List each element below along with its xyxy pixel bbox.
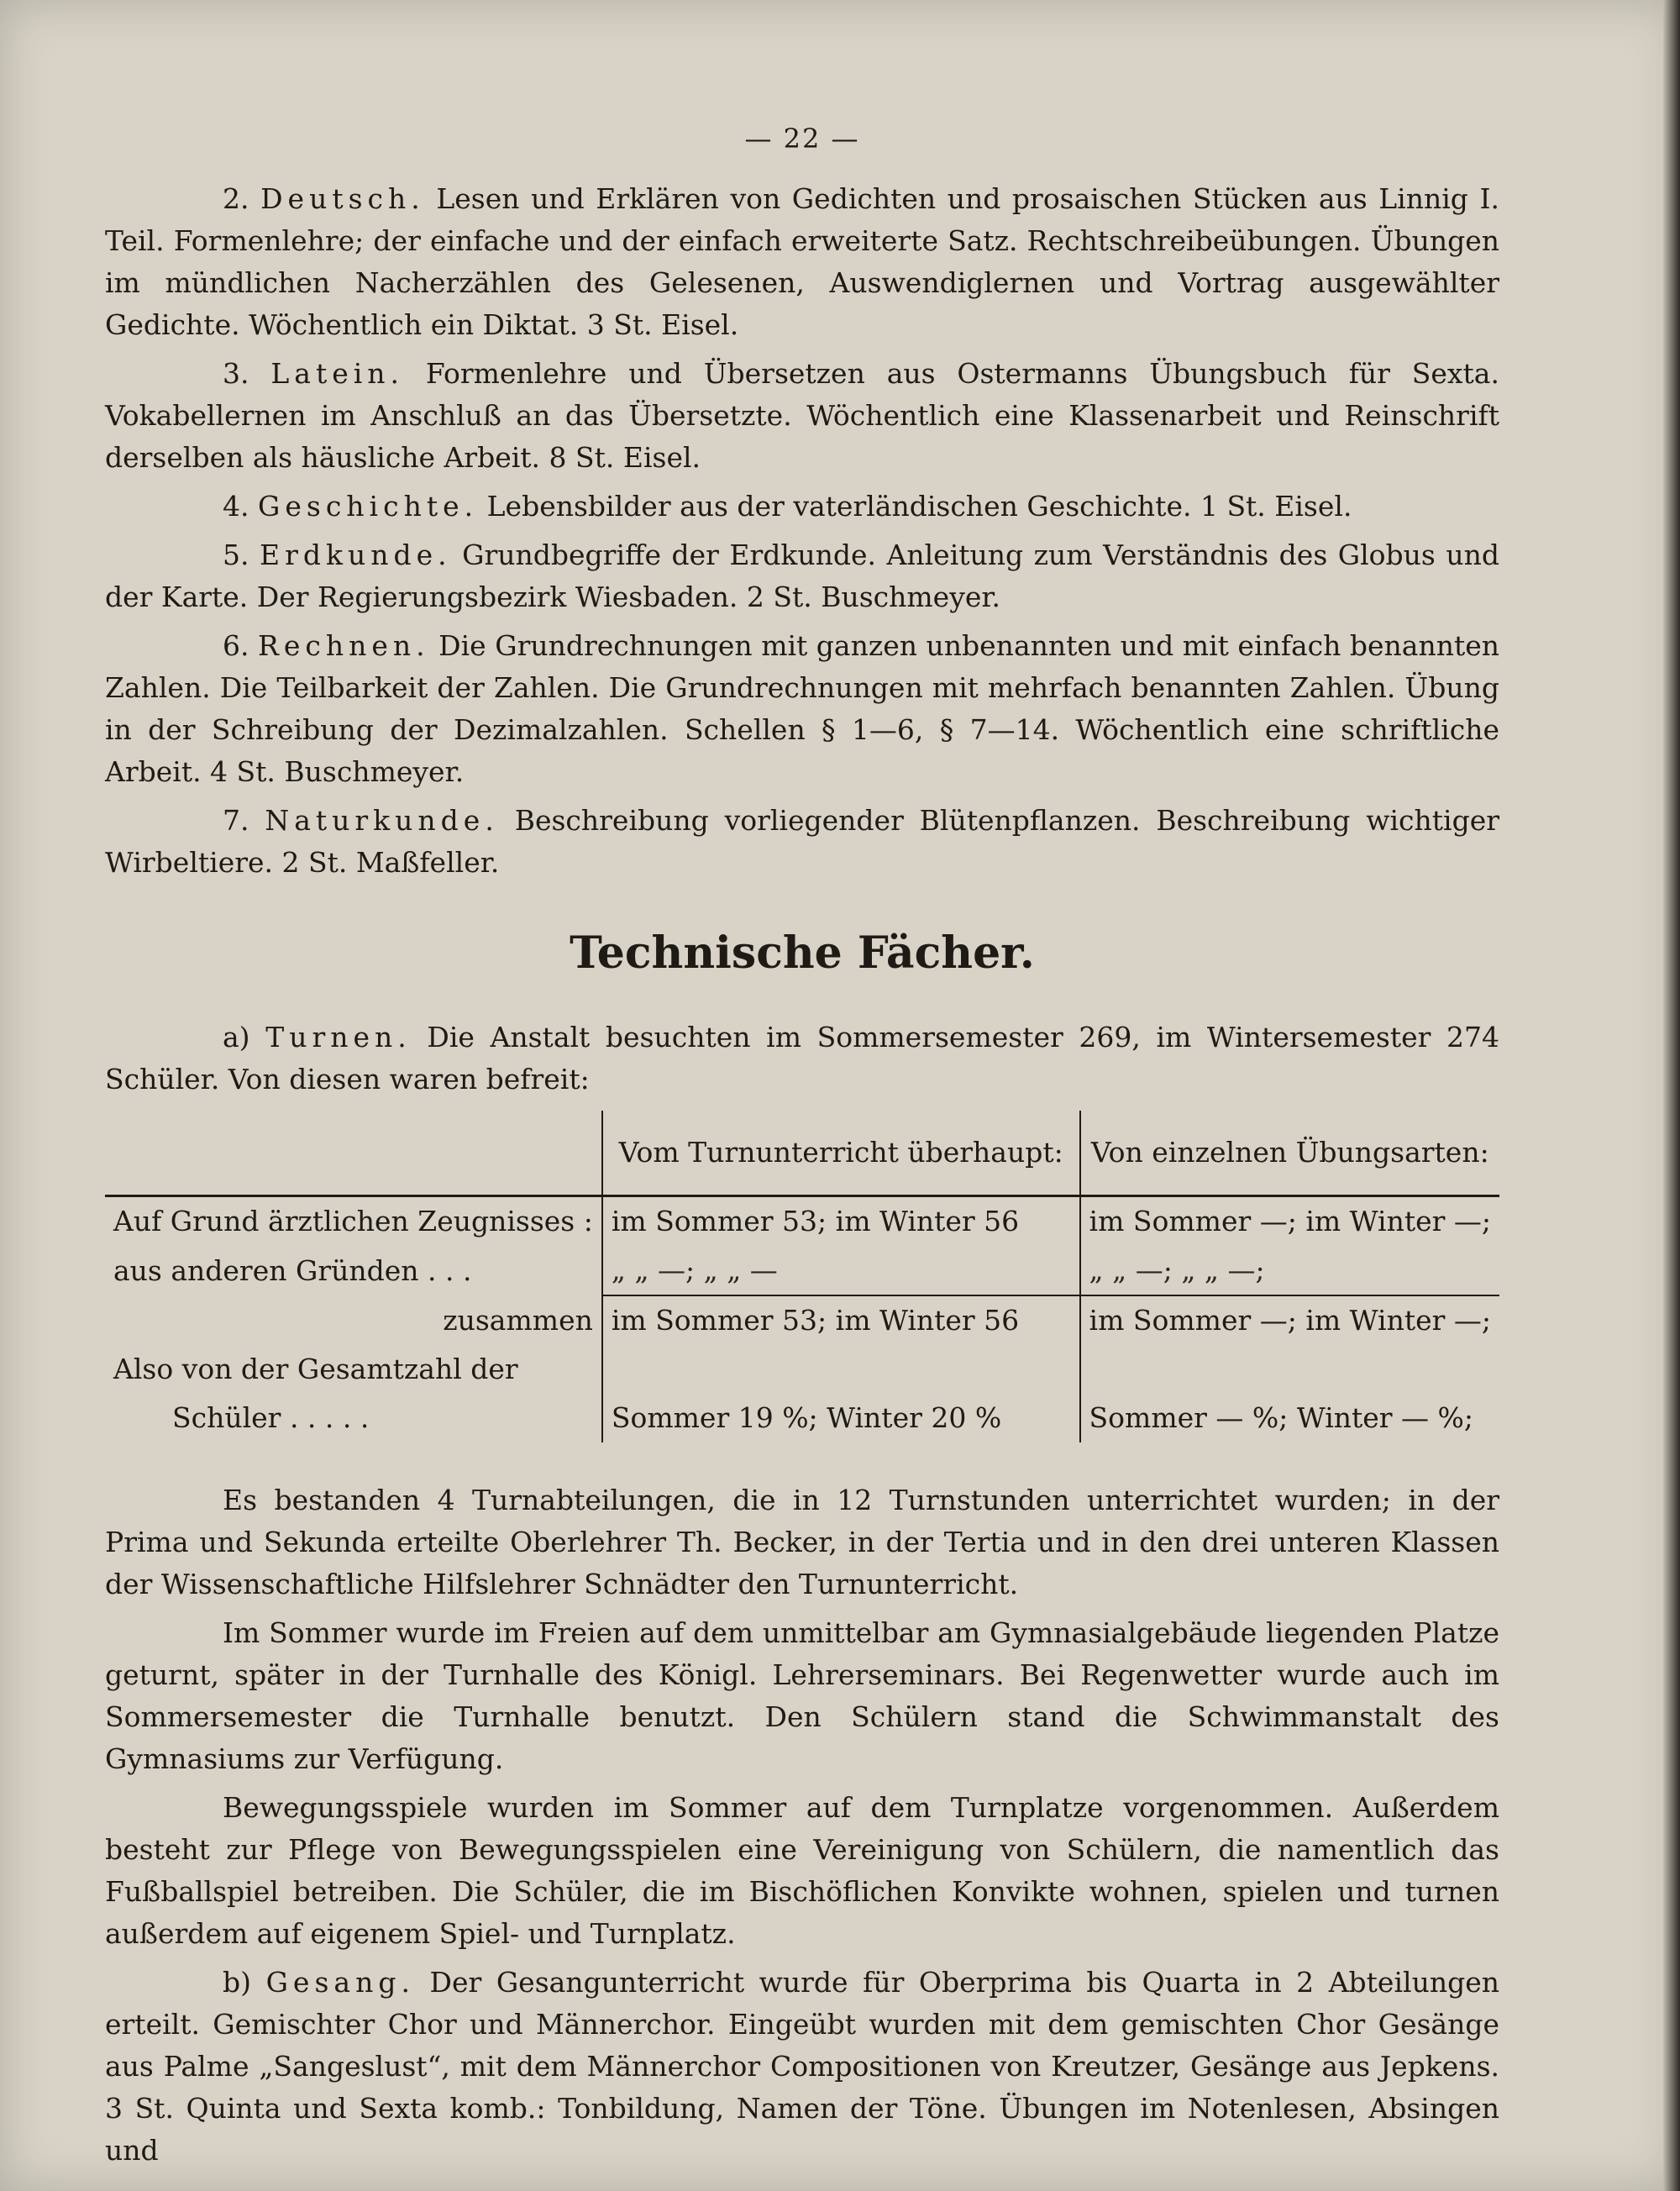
paragraph-bewegungsspiele: Bewegungsspiele wurden im Sommer auf dem Turnplatze vorgenommen. Außerdem besteht zur Pflege von Bewegungsspielen eine Vereinigung von Schülern, die namentlich das Fußballspiel betreiben. Die Schüler, die im Bischöflichen Konvikte wohnen, spielen und turnen außerdem auf eigenem Spiel- und Turnplatz. [105,1791,1499,1950]
paragraph-geschichte: 4. Geschichte. Lebensbilder aus der vaterländischen Geschichte. 1 St. Eisel. [223,490,1352,523]
table-row: Schüler . . . . . Sommer 19 %; Winter 20 % Sommer — %; Winter — %; [105,1394,1499,1442]
table-header-1: Vom Turnunterricht überhaupt: [602,1111,1080,1196]
table-row: Also von der Gesamtzahl der [105,1345,1499,1394]
page-edge-shadow [1663,0,1680,2191]
section-heading: Technische Fächer. [570,927,1035,979]
page-content [105,118,1499,2178]
paragraph-turnen-intro: a) Turnen. Die Anstalt besuchten im Sommersemester 269, im Wintersemester 274 Schüler. Von diesen waren befreit: [105,1021,1500,1096]
paragraph-turnabteilungen: Es bestanden 4 Turnabteilungen, die in 12 Turnstunden unterrichtet wurden; in der Prima und Sekunda erteilte Oberlehrer Th. Becker, in der Tertia und in den drei unteren Klassen der Wissenschaftliche Hilfslehrer Schnädter den Turnunterricht. [105,1484,1499,1600]
paragraph-deutsch: 2. Deutsch. Lesen und Erklären von Gedichten und prosaischen Stücken aus Linnig I. Teil. Formenlehre; der einfache und der einfach erweiterte Satz. Rechtschreibeübungen. Übungen im mündlichen Nacherzählen des Gelesenen, Auswendiglernen und Vortrag ausgewählter Gedichte. Wöchentlich ein Diktat. 3 St. Eisel. [105,182,1499,341]
table-row: Auf Grund ärztlichen Zeugnisses : im Sommer 53; im Winter 56 im Sommer —; im Winter —; [105,1196,1499,1247]
paragraph-sommer: Im Sommer wurde im Freien auf dem unmittelbar am Gymnasialgebäude liegenden Platze geturnt, später in der Turnhalle des Königl. Lehrerseminars. Bei Regenwetter wurde auch im Sommersemester die Turnhalle benutzt. Den Schülern stand die Schwimmanstalt des Gymnasiums zur Verfügung. [105,1616,1499,1775]
paragraph-latein: 3. Latein. Formenlehre und Übersetzen aus Ostermanns Übungsbuch für Sexta. Vokabellernen im Anschluß an das Übersetzte. Wöchentlich eine Klassenarbeit und Reinschrift derselben als häusliche Arbeit. 8 St. Eisel. [105,357,1499,474]
table-header-2: Von einzelnen Übungsarten: [1080,1111,1499,1196]
table-row: zusammen im Sommer 53; im Winter 56 im Sommer —; im Winter —; [105,1295,1499,1345]
exemption-table [105,1111,1499,1442]
table-row: aus anderen Gründen . . . „ „ —; „ „ — „ „ —; „ „ —; [105,1246,1499,1295]
paragraph-rechnen: 6. Rechnen. Die Grundrechnungen mit ganzen unbenannten und mit einfach benannten Zahlen. Die Teilbarkeit der Zahlen. Die Grundrechnungen mit mehrfach benannten Zahlen. Übung in der Schreibung der Dezimalzahlen. Schellen § 1—6, § 7—14. Wöchentlich eine schriftliche Arbeit. 4 St. Buschmeyer. [105,629,1500,788]
paragraph-erdkunde: 5. Erdkunde. Grundbegriffe der Erdkunde. Anleitung zum Verständnis des Globus und der Karte. Der Regierungsbezirk Wiesbaden. 2 St. Buschmeyer. [105,539,1499,613]
page-number: — 22 — [744,123,860,155]
table-header-row [105,1111,1499,1196]
paragraph-gesang: b) Gesang. Der Gesangunterricht wurde für Oberprima bis Quarta in 2 Abteilungen erteilt. Gemischter Chor und Männerchor. Eingeübt wurden mit dem gemischten Chor Gesänge aus Palme „Sangeslust“, mit dem Männerchor Compositionen von Kreutzer, Gesänge aus Jepkens. 3 St. Quinta und Sexta komb.: Tonbildung, Namen der Töne. Übungen im Notenlesen, Absingen und [105,1966,1499,2167]
paragraph-naturkunde: 7. Naturkunde. Beschreibung vorliegender Blütenpflanzen. Beschreibung wichtiger Wirbeltiere. 2 St. Maßfeller. [105,804,1500,879]
